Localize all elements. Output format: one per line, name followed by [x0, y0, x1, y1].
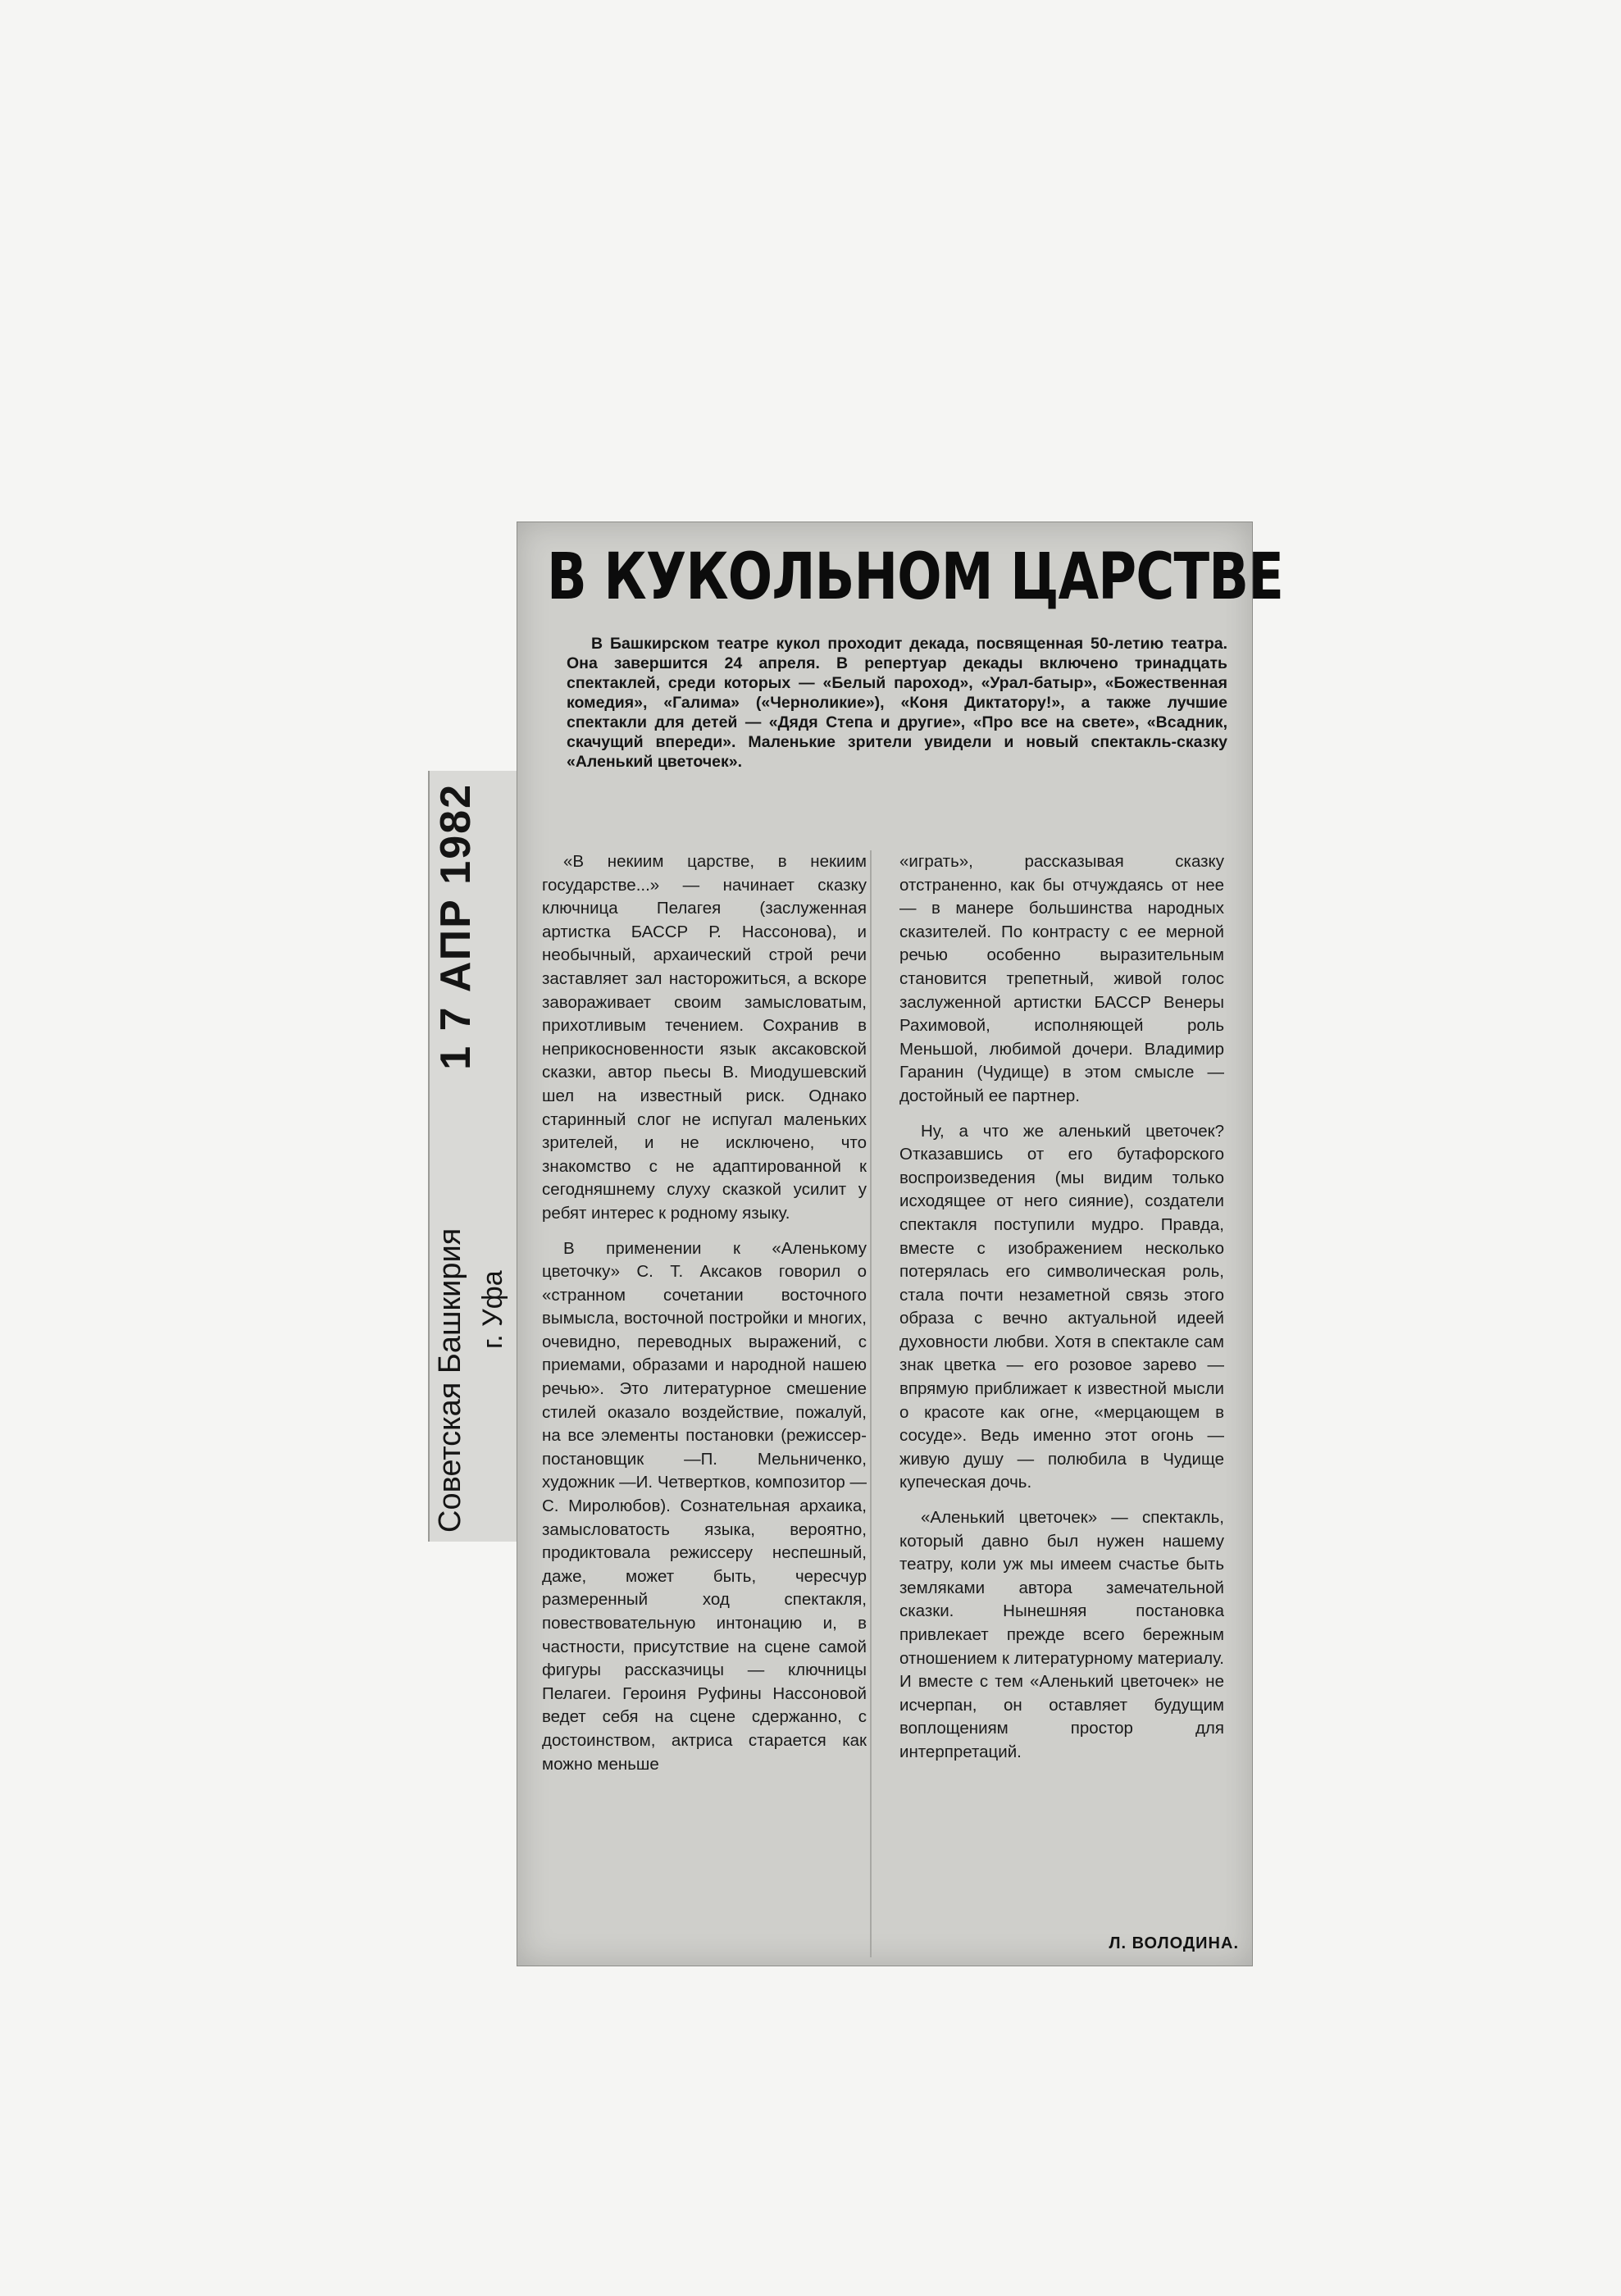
archive-stamp [428, 771, 520, 1542]
archive-stamp-text [430, 775, 520, 1538]
paragraph: «играть», рассказывая сказку отстраненно, как бы отчуждаясь от нее — в манере большинства народных сказителей. По контрасту с ее мерной речью особенно выразительным становится трепетный, живой голос заслуженной артистки БАССР Венеры Рахимовой, исполняющей роль Меньшой, любимой дочери. Владимир Гаранин (Чудище) в этом смысле — достойный ее партнер. [899, 852, 1224, 1105]
column-divider [870, 850, 872, 1957]
stamp-date: 1 7 АПР 1982 [432, 783, 480, 1070]
article-author: Л. ВОЛОДИНА. [1109, 1934, 1239, 1952]
paragraph: В применении к «Аленькому цветочку» С. Т. Аксаков говорил о «странном сочетании восточного вымысла, восточной постройки и многих, очевидно, переводных выражений, с приемами, образами и народной нашею речью». Это литературное смешение стилей оказало воздействие, пожалуй, на все элементы постановки (режиссер-постановщик —П. Мельниченко, художник —И. Четвертков, композитор —С. Миролюбов). Сознательная архаика, замысловатость языка, вероятно, продиктовала режиссеру неспешный, даже, может быть, чересчур размеренный ход спектакля, повествовательную интонацию и, в частности, присутствие на сцене самой фигуры рассказчицы — ключницы Пелагеи. Героиня Руфины Нассоновой ведет себя на сцене сдержанно, с достоинством, актриса старается как можно меньше [542, 1238, 867, 1774]
paragraph: «Аленький цветочек» — спектакль, который давно был нужен нашему театру, коли уж мы имеем счастье быть земляками автора замечательной сказки. Нынешняя постановка привлекает прежде всего бережным отношением к литературному материалу. И вместе с тем «Аленький цветочек» не исчерпан, он оставляет будущим воплощениям простор для интерпретаций. [899, 1508, 1224, 1761]
paragraph: «В некиим царстве, в некиим государстве...» — начинает сказку ключница Пелагея (заслуженная артистка БАССР Р. Нассонова), и необычный, архаический строй речи заставляет зал насторожиться, а вскоре завораживает своим замысловатым, прихотливым течением. Сохранив в неприкосновенности язык аксаковской сказки, автор пьесы В. Миодушевский шел на известный риск. Однако старинный слог не испугал маленьких зрителей, и не исключено, что знакомство с не адаптированной к сегодняшнему слуху сказкой усилит у ребят интерес к родному языку. [542, 852, 867, 1223]
paragraph: Ну, а что же аленький цветочек? Отказавшись от его бутафорского воспроизведения (мы видим только исходящее от него сияние), создатели спектакля поступили мудро. Правда, вместе с изображением несколько потерялась его символическая роль, стала почти незаметной связь этого образа с вечно актуальной идеей духовности любви. Хотя в спектакле сам знак цветка — его розовое зарево — впрямую приближает к известной мысли о красоте как огне, «мерцающем в сосуде». Ведь именно этот огонь —живую душу — полюбила в Чудище купеческая дочь. [899, 1121, 1224, 1492]
newspaper-clipping [517, 522, 1284, 1966]
article-column-right [899, 850, 1224, 1957]
newspaper-city: г. Уфа [477, 1270, 508, 1349]
article-column-left [542, 850, 867, 1957]
article-lead: В Башкирском театре кукол проходит декада, посвященная 50-летию театра. Она завершится 24 апреля. В репертуар декады включено тринадцать спектаклей, среди которых — «Белый пароход», «Урал-батыр», «Божественная комедия», «Галима» («Черноликие»), «Коня Диктатору!», а также лучшие спектакли для детей — «Дядя Степа и другие», «Про все на свете», «Всадник, скачущий впереди». Маленькие зрители увидели и новый спектакль-сказку «Аленький цветочек». [567, 635, 1227, 771]
newspaper-name: Советская Башкирия [433, 1228, 467, 1533]
article-headline: В КУКОЛЬНОМ ЦАРСТВЕ [547, 540, 1284, 614]
